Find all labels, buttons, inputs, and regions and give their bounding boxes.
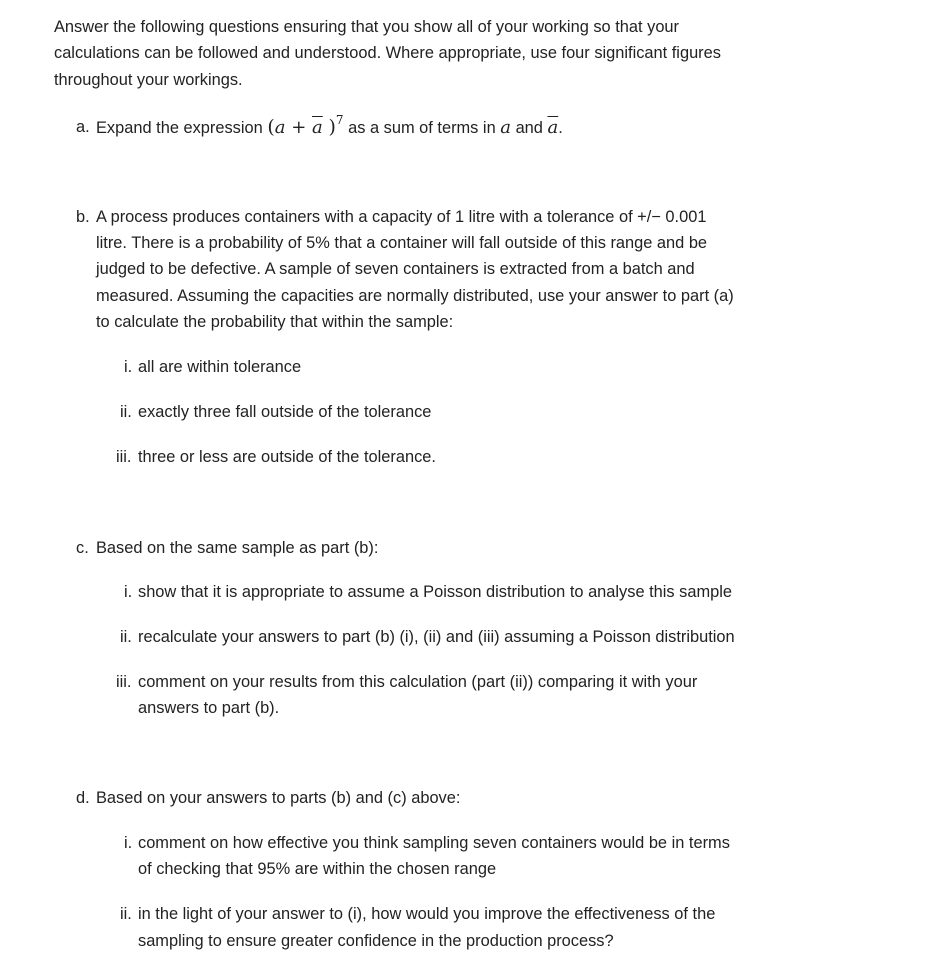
question-c-item-marker: ii. xyxy=(120,628,132,646)
question-d-marker: d. xyxy=(76,789,90,807)
math-var-a-bar: $\overline{a}$ xyxy=(312,117,323,138)
question-c-item-text: recalculate your answers to part (b) (i), (ii) and (iii) assuming a Poisson distribution xyxy=(138,628,735,646)
question-b-line: measured. Assuming the capacities are normally distributed, use your answer to part (a) xyxy=(96,287,734,305)
question-c-marker: c. xyxy=(76,539,89,557)
question-a-end: . xyxy=(558,119,563,137)
question-d-item-text: in the light of your answer to (i), how would you improve the effectiveness of the xyxy=(138,905,716,923)
question-d-text: Based on your answers to parts (b) and (c) above: xyxy=(96,789,461,807)
question-b-line: A process produces containers with a capacity of 1 litre with a tolerance of +/− 0.001 xyxy=(96,208,707,226)
binomial-expression: ($a + \overline{a}$ )$^7$ xyxy=(267,113,344,138)
question-a-text xyxy=(96,113,563,139)
question-b-item-text: exactly three fall outside of the tolerance xyxy=(138,403,432,421)
math-exponent: 7 xyxy=(335,113,344,127)
question-b-line: to calculate the probability that within the sample: xyxy=(96,313,454,331)
intro-line: calculations can be followed and understood. Where appropriate, use four significant figures xyxy=(54,44,721,62)
question-c-item-marker: iii. xyxy=(116,673,132,691)
question-d-item-text: sampling to ensure greater confidence in the production process? xyxy=(138,932,614,950)
question-c-item-marker: i. xyxy=(124,583,133,601)
math-var-a: a xyxy=(500,117,511,138)
question-b-item-text: three or less are outside of the tolerance. xyxy=(138,448,436,466)
question-a-marker: a. xyxy=(76,118,90,136)
question-b-line: judged to be defective. A sample of seven containers is extracted from a batch and xyxy=(96,260,695,278)
question-d-item-text: comment on how effective you think sampling seven containers would be in terms xyxy=(138,834,730,852)
question-a-text-middle: as a sum of terms in xyxy=(348,119,496,137)
question-b-item-marker: iii. xyxy=(116,448,132,466)
question-d-item-text: of checking that 95% are within the chosen range xyxy=(138,860,497,878)
question-b-marker: b. xyxy=(76,208,90,226)
question-d-item-marker: ii. xyxy=(120,905,132,923)
math-var-a-bar: $\overline{a}$ xyxy=(547,117,559,138)
question-c-text: Based on the same sample as part (b): xyxy=(96,539,379,557)
question-b-item-marker: ii. xyxy=(120,403,132,421)
math-plus: + xyxy=(291,117,307,138)
intro-line: Answer the following questions ensuring that you show all of your working so that your xyxy=(54,18,680,36)
question-c-item-text: answers to part (b). xyxy=(138,699,280,717)
question-a-text-before: Expand the expression xyxy=(96,119,263,137)
question-a-and: and xyxy=(515,119,543,137)
intro-line: throughout your workings. xyxy=(54,71,243,89)
question-c-item-text: comment on your results from this calculation (part (ii)) comparing it with your xyxy=(138,673,698,691)
question-c-item-text: show that it is appropriate to assume a Poisson distribution to analyse this sample xyxy=(138,583,733,601)
question-b-item-text: all are within tolerance xyxy=(138,358,302,376)
question-b-item-marker: i. xyxy=(124,358,133,376)
math-var-a: a xyxy=(274,117,286,138)
question-d-item-marker: i. xyxy=(124,834,133,852)
question-b-line: litre. There is a probability of 5% that a container will fall outside of this range and be xyxy=(96,234,708,252)
